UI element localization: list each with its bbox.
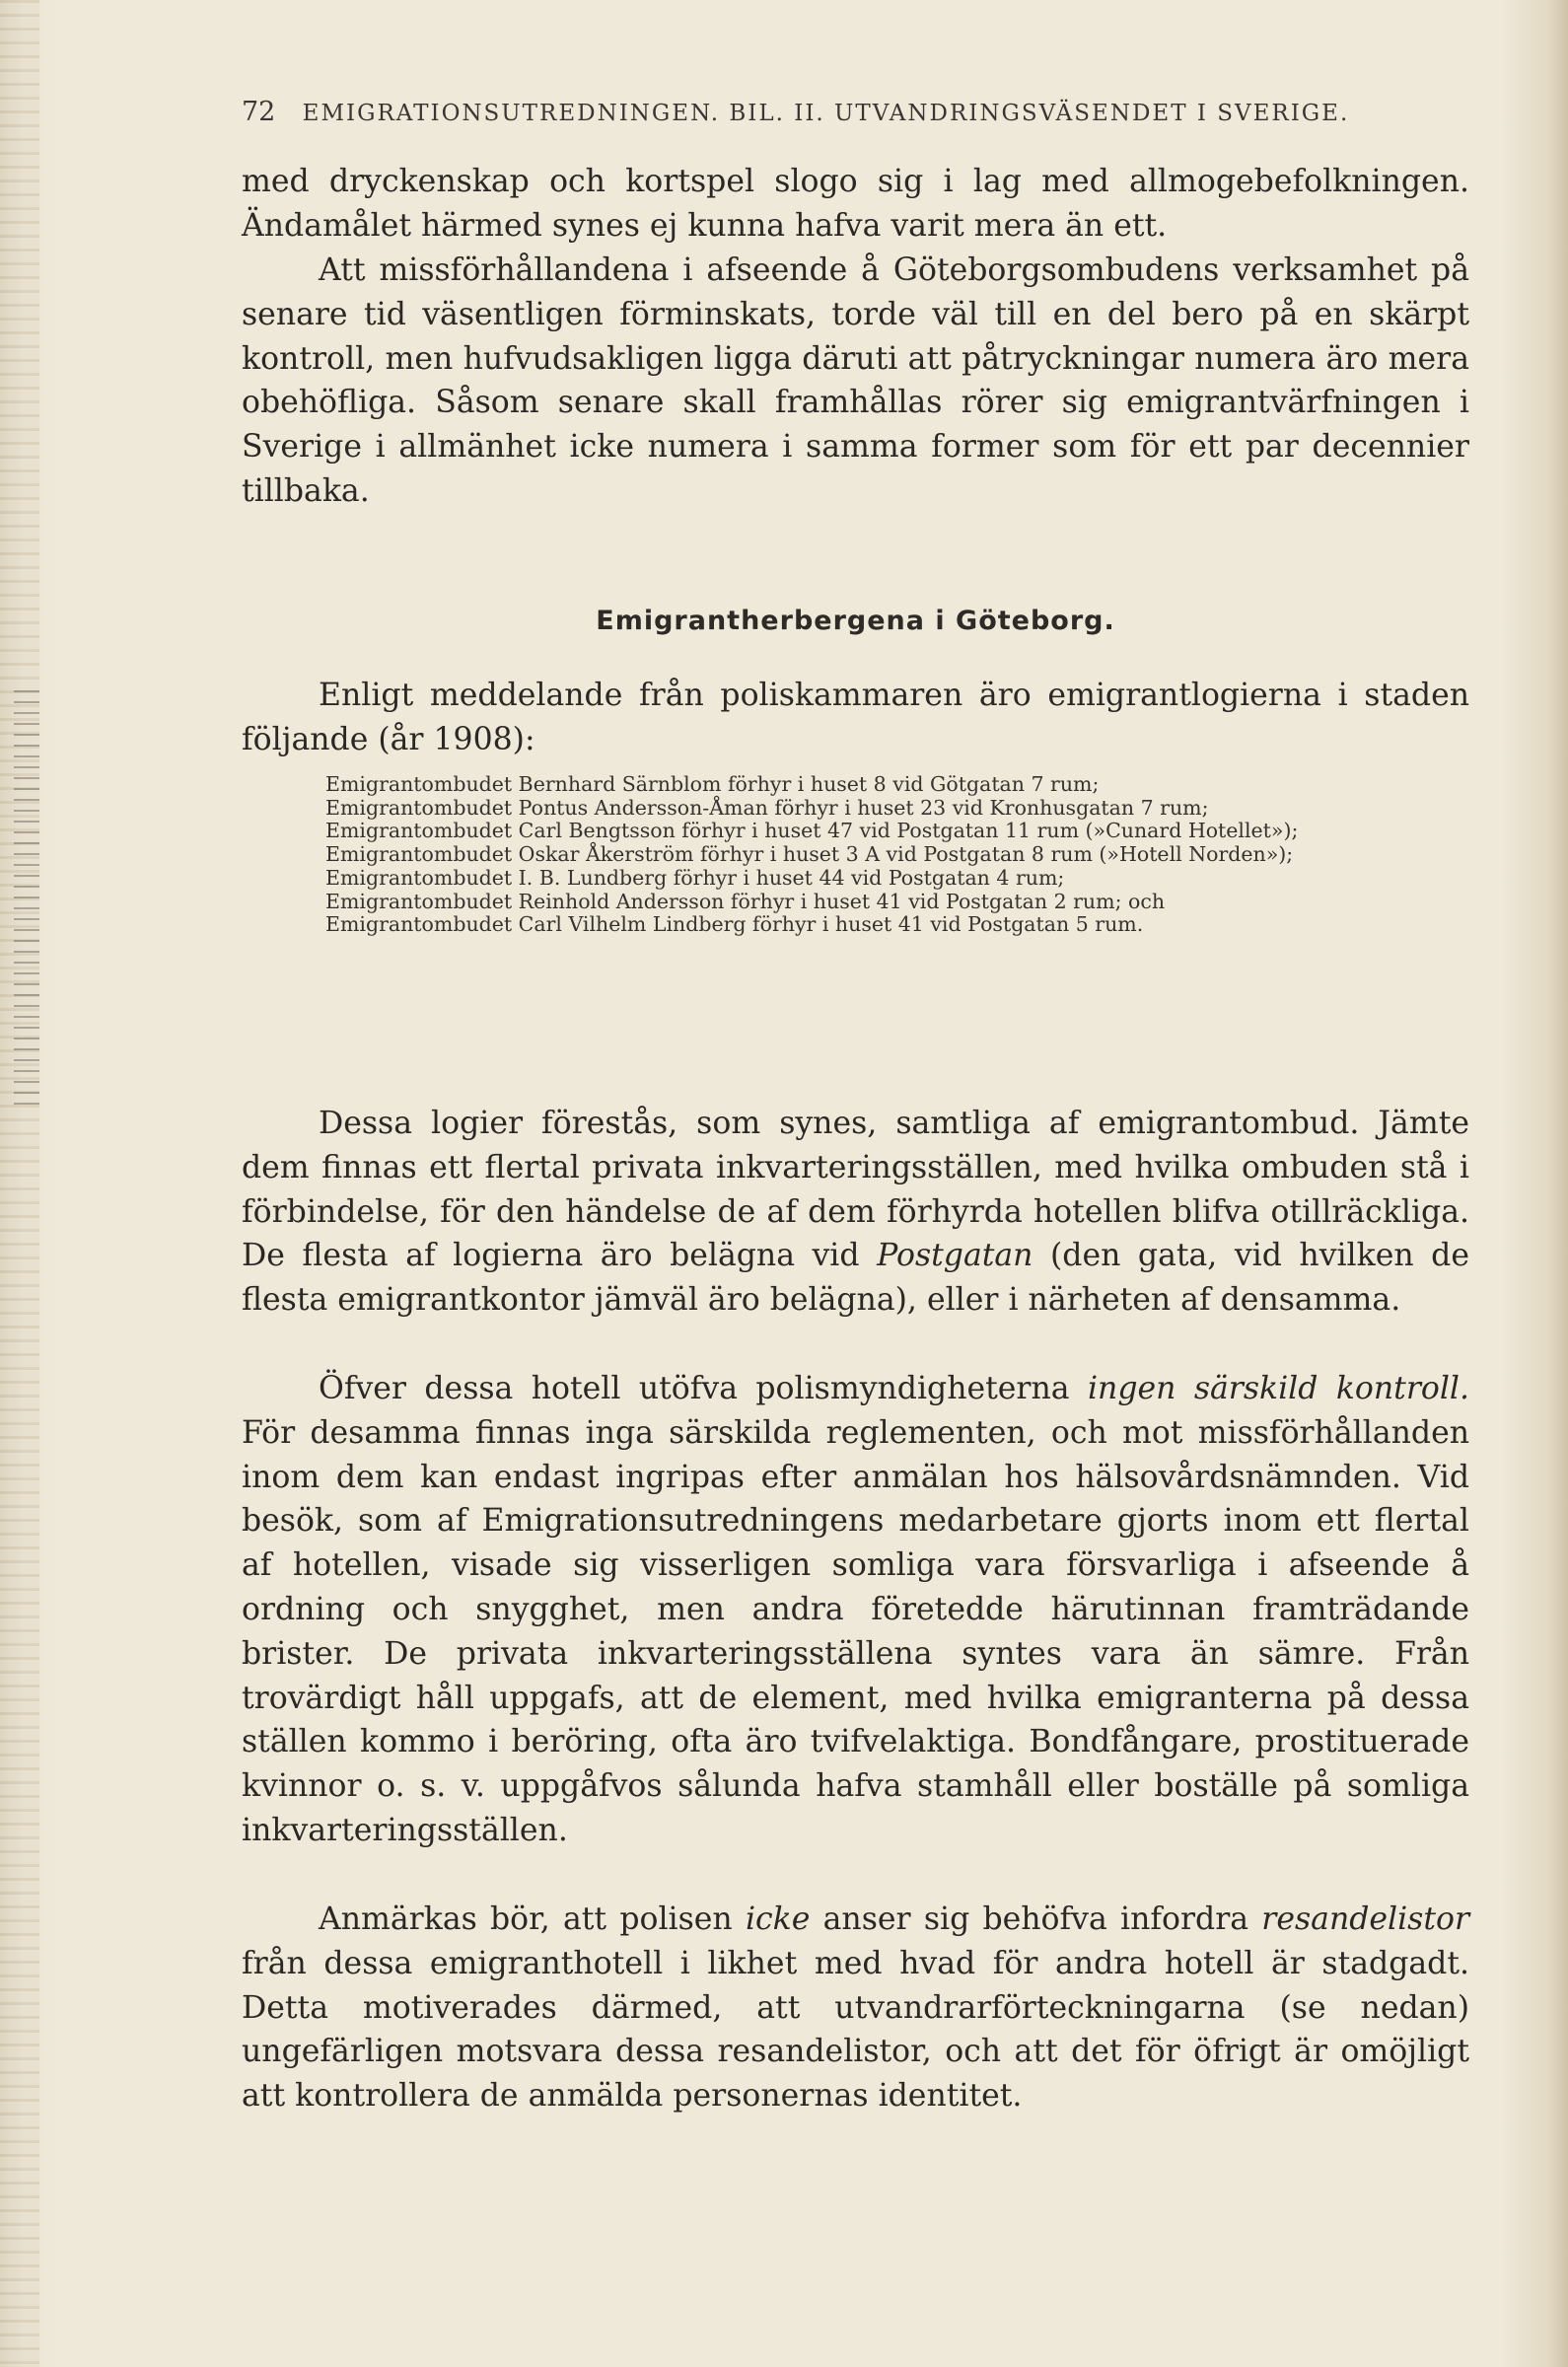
paragraph-3: Enligt meddelande från poliskammaren äro emigrantlogierna i staden följande (år 1908): xyxy=(242,678,1469,757)
paragraph-4-tail: (den gata, vid hvilken de flesta emigrantkontor jämväl äro belägna), eller i närheten af densamma. xyxy=(242,1238,1469,1319)
lodging-item: Emigrantombudet Pontus Andersson-Åman förhyr i huset 23 vid Kronhusgatan 7 rum; xyxy=(325,795,1209,820)
paragraph-6-start: Anmärkas bör, att polisen xyxy=(319,1901,733,1937)
lodging-item: Emigrantombudet Carl Vilhelm Lindberg förhyr i huset 41 vid Postgatan 5 rum. xyxy=(325,912,1144,937)
paragraph-5-start: Öfver dessa hotell utöfva polismyndigheterna xyxy=(319,1371,1070,1406)
running-title: EMIGRATIONSUTREDNINGEN. BIL. II. UTVANDRINGSVÄSENDET I SVERIGE. xyxy=(302,101,1350,126)
section-heading: Emigrantherbergena i Göteborg. xyxy=(596,606,1115,636)
paragraph-6-mid: anser sig behöfva infordra xyxy=(822,1901,1249,1937)
page-binding-edge xyxy=(0,0,39,2367)
paragraph-4 xyxy=(242,1102,1469,1323)
paragraph-5-italic: ingen särskild kontroll. xyxy=(1087,1371,1470,1406)
paragraph-6-italic-2: resandelistor xyxy=(1261,1901,1470,1937)
lodging-list xyxy=(325,773,1469,937)
paragraph-1: med dryckenskap och kortspel slogo sig i lag med allmogebefolkningen. Ändamålet härmed synes ej kunna hafva varit mera än ett. xyxy=(242,164,1469,244)
page-number: 72 xyxy=(242,97,276,127)
binding-marks xyxy=(14,690,39,1105)
running-header xyxy=(242,97,1469,127)
lodging-item: Emigrantombudet I. B. Lundberg förhyr i huset 44 vid Postgatan 4 rum; xyxy=(325,865,1065,890)
paragraph-4-text: Dessa logier förestås, som synes, samtliga af emigrantombud. Jämte dem finnas ett flertal privata inkvarteringsställen, med hvilka ombuden stå i förbindelse, för den händelse de af dem förhyrda hotellen blifva otillräckliga. De flesta af logierna äro belägna vid xyxy=(242,1106,1469,1274)
paragraph-5-tail: För desamma finnas inga särskilda reglementen, och mot missförhållanden inom dem kan endast ingripas efter anmälan hos hälsovårdsnämnden. Vid besök, som af Emigrationsutredningens medarbetare gjorts inom ett flertal af hotellen, visade sig visserligen somliga vara försvarliga i afseende å ordning och snygghet, men andra företedde härutinnan framträdande brister. De privata inkvarteringsställena syntes vara än sämre. Från trovärdigt håll uppgafs, att de element, med hvilka emigranterna på dessa ställen kommo i beröring, ofta äro tvifvelaktiga. Bondfångare, prostituerade kvinnor o. s. v. uppgåfvos sålunda hafva stamhåll eller boställe på somliga inkvarteringsställen. xyxy=(242,1414,1469,1848)
lodging-item: Emigrantombudet Bernhard Särnblom förhyr i huset 8 vid Götgatan 7 rum; xyxy=(325,772,1100,796)
paragraph-5 xyxy=(242,1367,1469,1853)
paragraph-4-italic: Postgatan xyxy=(877,1238,1033,1274)
paragraph-6 xyxy=(242,1898,1469,2118)
lodging-item: Emigrantombudet Oskar Åkerström förhyr i huset 3 A vid Postgatan 8 rum (»Hotell Norden»); xyxy=(325,842,1294,867)
lodging-item: Emigrantombudet Carl Bengtsson förhyr i huset 47 vid Postgatan 11 rum (»Cunard Hotellet»); xyxy=(325,819,1299,843)
lodging-item: Emigrantombudet Reinhold Andersson förhyr i huset 41 vid Postgatan 2 rum; och xyxy=(325,889,1166,913)
paragraph-6-tail: från dessa emigranthotell i likhet med hvad för andra hotell är stadgadt. Detta motiverades därmed, att utvandrarförteckningarna (se nedan) ungefärligen motsvara dessa resandelistor, och att det för öfrigt är omöjligt att kontrollera de anmälda personernas identitet. xyxy=(242,1945,1469,2115)
paragraph-2: Att missförhållandena i afseende å Göteborgsombudens verksamhet på senare tid väsentligen förminskats, torde väl till en del bero på en skärpt kontroll, men hufvudsakligen ligga däruti att påtryckningar numera äro mera obehöfliga. Såsom senare skall framhållas rörer sig emigrantvärfningen i Sverige i allmänhet icke numera i samma former som för ett par decennier tillbaka. xyxy=(242,252,1469,509)
paragraph-6-italic-1: icke xyxy=(745,1901,811,1937)
